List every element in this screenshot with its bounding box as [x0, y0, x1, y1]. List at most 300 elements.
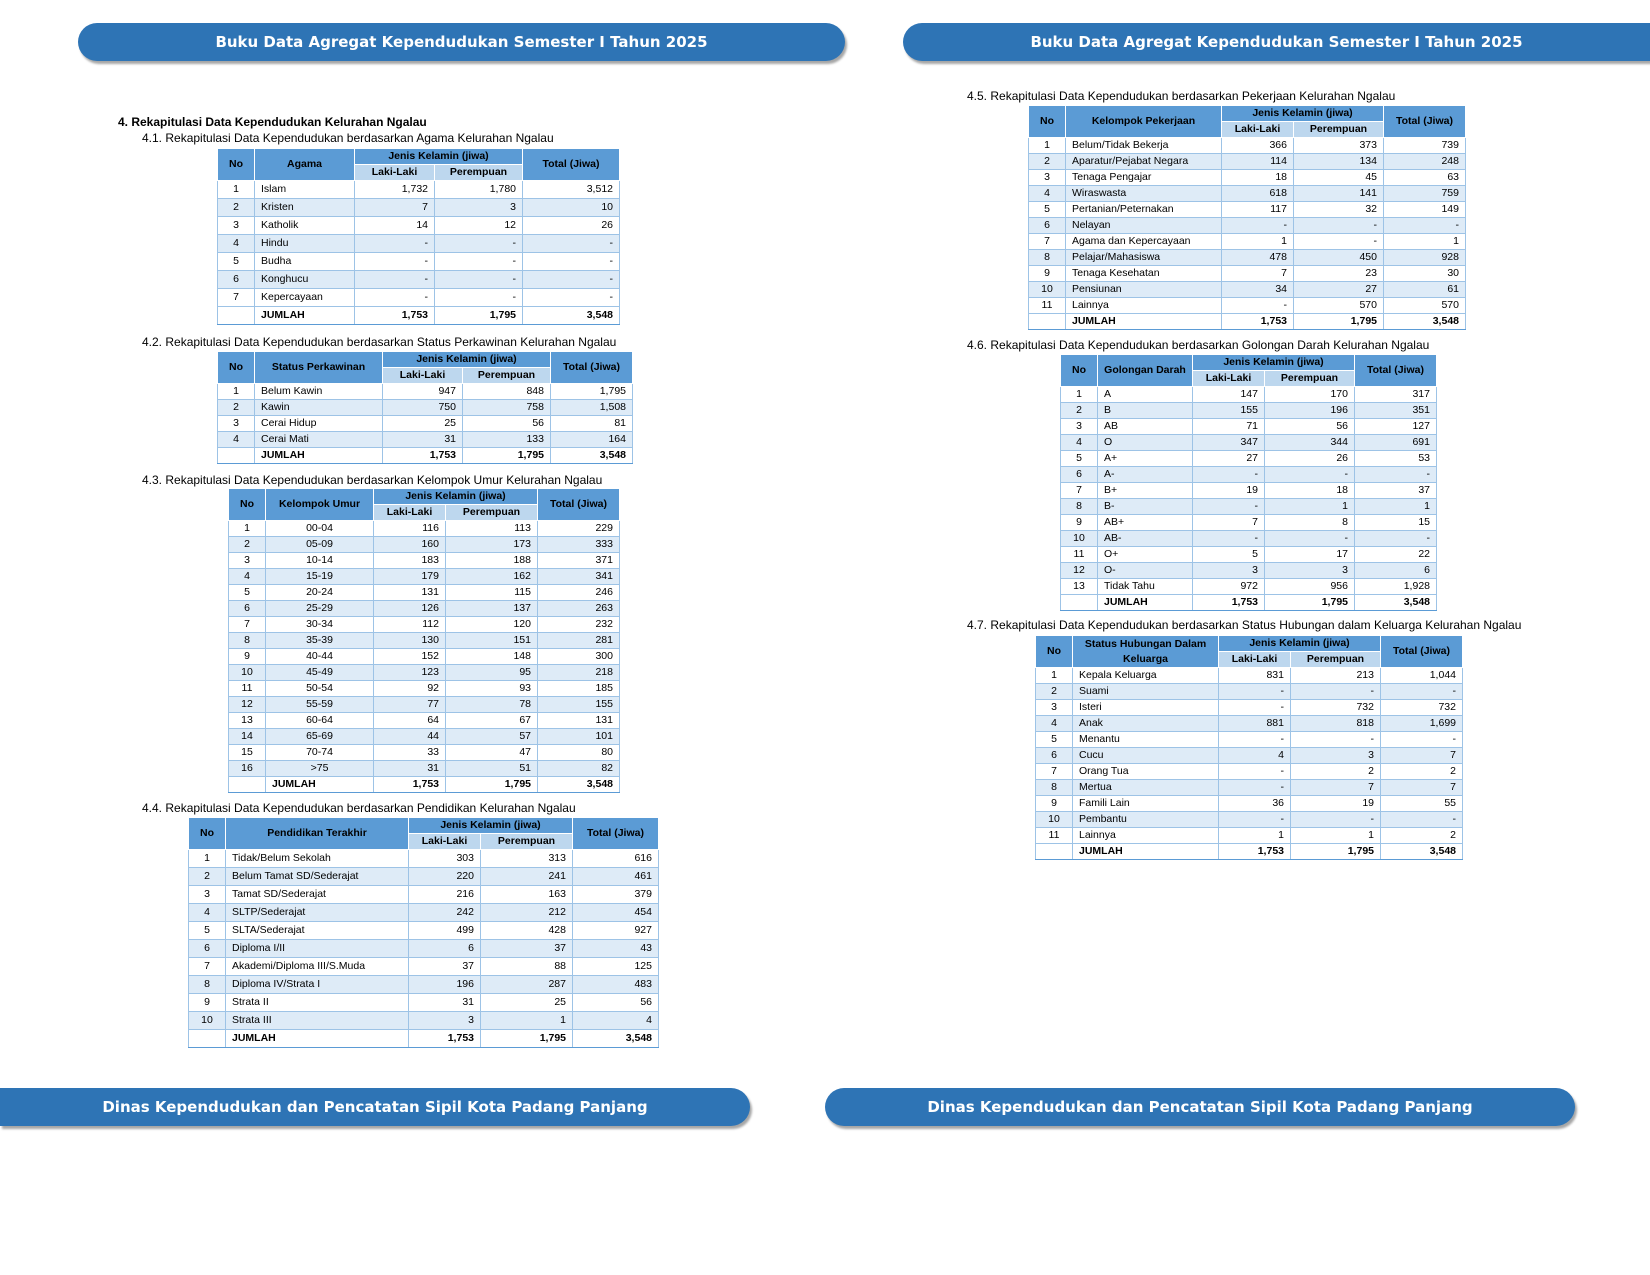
table-row: [229, 553, 620, 569]
cell-laki-laki: 6: [409, 940, 481, 958]
cell-perempuan: 162: [446, 569, 538, 585]
cell-total-perempuan: 1,795: [435, 307, 523, 325]
cell-laki-laki: 4: [1219, 748, 1291, 764]
cell-category: Konghucu: [255, 271, 355, 289]
table-row: [218, 432, 633, 448]
header-total: Total (Jiwa): [573, 818, 659, 850]
cell-total: 37: [1355, 483, 1437, 499]
cell-no: 4: [1029, 186, 1066, 202]
cell-laki-laki: 126: [374, 601, 446, 617]
table-row: [1061, 483, 1437, 499]
cell-total-laki: 1,753: [409, 1030, 481, 1048]
cell-no: 3: [1029, 170, 1066, 186]
cell-perempuan: 1: [1291, 828, 1381, 844]
total-row: [1029, 314, 1466, 330]
cell-category: Cerai Mati: [255, 432, 383, 448]
cell-perempuan: 8: [1265, 515, 1355, 531]
cell-no: 12: [1061, 563, 1098, 579]
cell-laki-laki: 44: [374, 729, 446, 745]
cell-perempuan: 2: [1291, 764, 1381, 780]
table-title-agama: 4.1. Rekapitulasi Data Kependudukan berdasarkan Agama Kelurahan Ngalau: [142, 131, 554, 145]
cell-perempuan: 188: [446, 553, 538, 569]
header-laki-laki: Laki-Laki: [1193, 371, 1265, 387]
cell-category: Tidak Tahu: [1098, 579, 1193, 595]
cell-laki-laki: 216: [409, 886, 481, 904]
table-row: [1036, 796, 1463, 812]
cell-perempuan: 428: [481, 922, 573, 940]
cell-category: 60-64: [266, 713, 374, 729]
cell-perempuan: 27: [1294, 282, 1384, 298]
cell-total: 341: [538, 569, 620, 585]
table-row: [229, 665, 620, 681]
cell-laki-laki: 31: [409, 994, 481, 1012]
table-row: [189, 904, 659, 922]
cell-category: Pertanian/Peternakan: [1066, 202, 1222, 218]
cell-total: 80: [538, 745, 620, 761]
cell-perempuan: 88: [481, 958, 573, 976]
cell-category: 55-59: [266, 697, 374, 713]
cell-perempuan: 141: [1294, 186, 1384, 202]
table-row: [189, 976, 659, 994]
cell-total: -: [1381, 684, 1463, 700]
cell-perempuan: 115: [446, 585, 538, 601]
total-row: [218, 448, 633, 464]
cell-perempuan: 848: [463, 384, 551, 400]
cell-no: 4: [1061, 435, 1098, 451]
cell-no: 7: [218, 289, 255, 307]
cell-jumlah-label: JUMLAH: [226, 1030, 409, 1048]
table-row: [1061, 403, 1437, 419]
header-perempuan: Perempuan: [463, 368, 551, 384]
cell-no: 8: [229, 633, 266, 649]
cell-no: 9: [189, 994, 226, 1012]
cell-total-laki: 1,753: [355, 307, 435, 325]
cell-total: 732: [1381, 700, 1463, 716]
table-row: [229, 601, 620, 617]
cell-total: -: [523, 289, 620, 307]
cell-category: Strata III: [226, 1012, 409, 1030]
cell-no: 10: [1036, 812, 1073, 828]
cell-total: 739: [1384, 138, 1466, 154]
cell-total: 759: [1384, 186, 1466, 202]
cell-perempuan: 570: [1294, 298, 1384, 314]
cell-perempuan: 93: [446, 681, 538, 697]
cell-no: 10: [1029, 282, 1066, 298]
cell-no: 2: [218, 400, 255, 416]
cell-category: 40-44: [266, 649, 374, 665]
table-row: [1036, 716, 1463, 732]
cell-total-perempuan: 1,795: [446, 777, 538, 793]
table-title-pendidikan: 4.4. Rekapitulasi Data Kependudukan berdasarkan Pendidikan Kelurahan Ngalau: [142, 801, 576, 815]
cell-no: 7: [189, 958, 226, 976]
cell-jumlah-label: JUMLAH: [255, 307, 355, 325]
cell-perempuan: 1,780: [435, 181, 523, 199]
cell-perempuan: 78: [446, 697, 538, 713]
table-row: [229, 537, 620, 553]
cell-jumlah-label: JUMLAH: [1073, 844, 1219, 860]
cell-no: 8: [1036, 780, 1073, 796]
cell-perempuan: 212: [481, 904, 573, 922]
cell-perempuan: 47: [446, 745, 538, 761]
cell-total: 379: [573, 886, 659, 904]
cell-laki-laki: 152: [374, 649, 446, 665]
cell-laki-laki: 183: [374, 553, 446, 569]
cell-total-perempuan: 1,795: [481, 1030, 573, 1048]
table-row: [1061, 515, 1437, 531]
cell-no: 1: [189, 850, 226, 868]
cell-category: Aparatur/Pejabat Negara: [1066, 154, 1222, 170]
cell-no: 16: [229, 761, 266, 777]
cell-laki-laki: -: [1222, 298, 1294, 314]
cell-category: Kawin: [255, 400, 383, 416]
cell-perempuan: -: [1265, 467, 1355, 483]
cell-total: 351: [1355, 403, 1437, 419]
cell-laki-laki: 499: [409, 922, 481, 940]
cell-laki-laki: 478: [1222, 250, 1294, 266]
table-row: [218, 235, 620, 253]
cell-no: 6: [1036, 748, 1073, 764]
cell-perempuan: 758: [463, 400, 551, 416]
cell-perempuan: 67: [446, 713, 538, 729]
cell-no: 4: [218, 432, 255, 448]
cell-total: 26: [523, 217, 620, 235]
table-row: [229, 729, 620, 745]
cell-category: A-: [1098, 467, 1193, 483]
cell-laki-laki: -: [1219, 780, 1291, 796]
cell-total: 2: [1381, 828, 1463, 844]
cell-category: 25-29: [266, 601, 374, 617]
total-row: [189, 1030, 659, 1048]
cell-laki-laki: 18: [1222, 170, 1294, 186]
header-total: Total (Jiwa): [1355, 355, 1437, 387]
cell-category: O+: [1098, 547, 1193, 563]
cell-perempuan: 1: [481, 1012, 573, 1030]
cell-category: 10-14: [266, 553, 374, 569]
cell-no: 3: [218, 217, 255, 235]
table-row: [1061, 563, 1437, 579]
cell-category: Lainnya: [1066, 298, 1222, 314]
cell-category: B: [1098, 403, 1193, 419]
header-category: Status Hubungan Dalam Keluarga: [1073, 636, 1219, 668]
header-perempuan: Perempuan: [1294, 122, 1384, 138]
cell-laki-laki: -: [1219, 732, 1291, 748]
cell-laki-laki: 750: [383, 400, 463, 416]
cell-category: Menantu: [1073, 732, 1219, 748]
cell-laki-laki: -: [355, 271, 435, 289]
cell-category: Pelajar/Mahasiswa: [1066, 250, 1222, 266]
header-total: Total (Jiwa): [523, 149, 620, 181]
cell-no: 6: [218, 271, 255, 289]
table-row: [229, 745, 620, 761]
cell-total: -: [1384, 218, 1466, 234]
cell-laki-laki: 881: [1219, 716, 1291, 732]
cell-no: 1: [229, 521, 266, 537]
cell-no: 9: [1029, 266, 1066, 282]
cell-no: 13: [1061, 579, 1098, 595]
cell-total: 4: [573, 1012, 659, 1030]
header-total: Total (Jiwa): [1381, 636, 1463, 668]
header-jenis-kelamin: Jenis Kelamin (jiwa): [1219, 636, 1381, 652]
cell-perempuan: 133: [463, 432, 551, 448]
cell-category: Tenaga Pengajar: [1066, 170, 1222, 186]
cell-category: Wiraswasta: [1066, 186, 1222, 202]
cell-laki-laki: -: [355, 235, 435, 253]
cell-category: Cucu: [1073, 748, 1219, 764]
cell-no: 3: [229, 553, 266, 569]
header-no: No: [189, 818, 226, 850]
cell-perempuan: 3: [1291, 748, 1381, 764]
table-row: [218, 199, 620, 217]
cell-category: 20-24: [266, 585, 374, 601]
table-row: [1029, 154, 1466, 170]
cell-laki-laki: 112: [374, 617, 446, 633]
cell-perempuan: -: [1291, 732, 1381, 748]
cell-no: 7: [1061, 483, 1098, 499]
cell-total: -: [1355, 467, 1437, 483]
cell-total: 570: [1384, 298, 1466, 314]
cell-total: 7: [1381, 748, 1463, 764]
cell-laki-laki: -: [1219, 684, 1291, 700]
cell-no: 2: [218, 199, 255, 217]
cell-total: 1,928: [1355, 579, 1437, 595]
cell-no: 12: [229, 697, 266, 713]
table-row: [229, 569, 620, 585]
table-row: [218, 384, 633, 400]
cell-category: Lainnya: [1073, 828, 1219, 844]
header-perempuan: Perempuan: [1265, 371, 1355, 387]
table-row: [229, 585, 620, 601]
cell-empty: [1061, 595, 1098, 611]
cell-total: 317: [1355, 387, 1437, 403]
header-total: Total (Jiwa): [551, 352, 633, 384]
cell-perempuan: 134: [1294, 154, 1384, 170]
cell-total: 229: [538, 521, 620, 537]
table-row: [218, 289, 620, 307]
header-laki-laki: Laki-Laki: [409, 834, 481, 850]
cell-laki-laki: 77: [374, 697, 446, 713]
cell-no: 5: [229, 585, 266, 601]
cell-no: 11: [1036, 828, 1073, 844]
cell-laki-laki: 618: [1222, 186, 1294, 202]
cell-perempuan: 25: [481, 994, 573, 1012]
cell-total: 125: [573, 958, 659, 976]
header-perempuan: Perempuan: [1291, 652, 1381, 668]
table-title-hubungan: 4.7. Rekapitulasi Data Kependudukan berdasarkan Status Hubungan dalam Keluarga Kelurahan Ngalau: [967, 618, 1522, 632]
cell-category: Anak: [1073, 716, 1219, 732]
cell-total: 15: [1355, 515, 1437, 531]
cell-total: 127: [1355, 419, 1437, 435]
cell-no: 8: [1029, 250, 1066, 266]
cell-category: B+: [1098, 483, 1193, 499]
cell-total-perempuan: 1,795: [1294, 314, 1384, 330]
cell-category: Belum Kawin: [255, 384, 383, 400]
cell-laki-laki: -: [355, 289, 435, 307]
cell-no: 9: [1061, 515, 1098, 531]
table-title-umur: 4.3. Rekapitulasi Data Kependudukan berdasarkan Kelompok Umur Kelurahan Ngalau: [142, 473, 603, 487]
cell-laki-laki: 1: [1219, 828, 1291, 844]
data-table-pekerjaan: [1028, 105, 1466, 330]
cell-category: Tamat SD/Sederajat: [226, 886, 409, 904]
cell-no: 3: [218, 416, 255, 432]
cell-perempuan: 373: [1294, 138, 1384, 154]
cell-category: 15-19: [266, 569, 374, 585]
cell-no: 10: [229, 665, 266, 681]
cell-total: 61: [1384, 282, 1466, 298]
cell-total: 927: [573, 922, 659, 940]
cell-perempuan: 173: [446, 537, 538, 553]
cell-perempuan: 148: [446, 649, 538, 665]
table-row: [1061, 531, 1437, 547]
table-row: [1061, 451, 1437, 467]
header-jenis-kelamin: Jenis Kelamin (jiwa): [374, 489, 538, 505]
cell-no: 4: [218, 235, 255, 253]
cell-no: 7: [1029, 234, 1066, 250]
cell-total: 928: [1384, 250, 1466, 266]
cell-total: 43: [573, 940, 659, 958]
cell-no: 4: [189, 904, 226, 922]
table-row: [1029, 282, 1466, 298]
cell-empty: [218, 307, 255, 325]
cell-category: Diploma I/II: [226, 940, 409, 958]
cell-total-all: 3,548: [1355, 595, 1437, 611]
cell-jumlah-label: JUMLAH: [1066, 314, 1222, 330]
cell-no: 7: [229, 617, 266, 633]
table-row: [189, 868, 659, 886]
cell-perempuan: 17: [1265, 547, 1355, 563]
cell-perempuan: 1: [1265, 499, 1355, 515]
cell-jumlah-label: JUMLAH: [255, 448, 383, 464]
total-row: [1061, 595, 1437, 611]
cell-no: 11: [1061, 547, 1098, 563]
cell-category: Belum/Tidak Bekerja: [1066, 138, 1222, 154]
cell-no: 3: [189, 886, 226, 904]
table-title-pekerjaan: 4.5. Rekapitulasi Data Kependudukan berdasarkan Pekerjaan Kelurahan Ngalau: [967, 89, 1396, 103]
cell-perempuan: -: [435, 289, 523, 307]
cell-no: 11: [1029, 298, 1066, 314]
cell-no: 5: [1036, 732, 1073, 748]
cell-total: 63: [1384, 170, 1466, 186]
cell-perempuan: -: [1294, 234, 1384, 250]
cell-category: AB+: [1098, 515, 1193, 531]
cell-perempuan: 151: [446, 633, 538, 649]
cell-perempuan: 45: [1294, 170, 1384, 186]
cell-no: 6: [1061, 467, 1098, 483]
cell-category: 00-04: [266, 521, 374, 537]
cell-laki-laki: -: [1193, 531, 1265, 547]
cell-laki-laki: 123: [374, 665, 446, 681]
cell-perempuan: 51: [446, 761, 538, 777]
cell-perempuan: 3: [435, 199, 523, 217]
table-row: [1061, 419, 1437, 435]
cell-perempuan: 196: [1265, 403, 1355, 419]
table-row: [218, 253, 620, 271]
table-row: [1029, 266, 1466, 282]
cell-laki-laki: 3: [1193, 563, 1265, 579]
cell-no: 2: [229, 537, 266, 553]
cell-perempuan: 344: [1265, 435, 1355, 451]
cell-perempuan: -: [435, 253, 523, 271]
cell-no: 8: [189, 976, 226, 994]
cell-no: 8: [1061, 499, 1098, 515]
cell-no: 9: [229, 649, 266, 665]
cell-no: 14: [229, 729, 266, 745]
cell-no: 2: [1061, 403, 1098, 419]
table-row: [1061, 547, 1437, 563]
cell-category: Pensiunan: [1066, 282, 1222, 298]
header-category: Golongan Darah: [1098, 355, 1193, 387]
cell-perempuan: -: [1265, 531, 1355, 547]
cell-category: >75: [266, 761, 374, 777]
cell-total: 1,044: [1381, 668, 1463, 684]
cell-laki-laki: 155: [1193, 403, 1265, 419]
cell-category: O: [1098, 435, 1193, 451]
cell-total: 1,699: [1381, 716, 1463, 732]
cell-laki-laki: -: [355, 253, 435, 271]
cell-total: 333: [538, 537, 620, 553]
data-table-perkawinan: [217, 351, 633, 464]
cell-no: 5: [189, 922, 226, 940]
cell-category: SLTP/Sederajat: [226, 904, 409, 922]
cell-no: 6: [229, 601, 266, 617]
cell-no: 1: [1036, 668, 1073, 684]
cell-perempuan: -: [435, 271, 523, 289]
header-no: No: [1036, 636, 1073, 668]
cell-perempuan: 19: [1291, 796, 1381, 812]
cell-empty: [218, 448, 255, 464]
cell-total: -: [1355, 531, 1437, 547]
cell-perempuan: 213: [1291, 668, 1381, 684]
cell-total: 10: [523, 199, 620, 217]
cell-total: 155: [538, 697, 620, 713]
cell-perempuan: 7: [1291, 780, 1381, 796]
cell-category: Akademi/Diploma III/S.Muda: [226, 958, 409, 976]
cell-no: 10: [189, 1012, 226, 1030]
cell-perempuan: 450: [1294, 250, 1384, 266]
cell-laki-laki: 303: [409, 850, 481, 868]
cell-total: 2: [1381, 764, 1463, 780]
cell-no: 5: [1029, 202, 1066, 218]
cell-category: Tenaga Kesehatan: [1066, 266, 1222, 282]
cell-total-all: 3,548: [573, 1030, 659, 1048]
table-row: [229, 761, 620, 777]
cell-laki-laki: 37: [409, 958, 481, 976]
table-row: [218, 400, 633, 416]
header-banner-right: Buku Data Agregat Kependudukan Semester I Tahun 2025: [903, 23, 1650, 61]
cell-jumlah-label: JUMLAH: [1098, 595, 1193, 611]
cell-no: 11: [229, 681, 266, 697]
cell-total-perempuan: 1,795: [463, 448, 551, 464]
cell-total: 218: [538, 665, 620, 681]
cell-laki-laki: -: [1219, 812, 1291, 828]
data-table-pendidikan: [188, 817, 659, 1048]
cell-empty: [1036, 844, 1073, 860]
cell-total-all: 3,548: [1381, 844, 1463, 860]
cell-total: 7: [1381, 780, 1463, 796]
cell-total-laki: 1,753: [1219, 844, 1291, 860]
cell-laki-laki: 347: [1193, 435, 1265, 451]
cell-perempuan: 95: [446, 665, 538, 681]
table-row: [1036, 748, 1463, 764]
cell-total: 164: [551, 432, 633, 448]
cell-total: 691: [1355, 435, 1437, 451]
footer-banner-right: Dinas Kependudukan dan Pencatatan Sipil Kota Padang Panjang: [825, 1088, 1575, 1126]
table-row: [229, 713, 620, 729]
cell-total: 56: [573, 994, 659, 1012]
table-row: [1029, 202, 1466, 218]
table-row: [1061, 387, 1437, 403]
table-row: [1029, 170, 1466, 186]
table-row: [189, 940, 659, 958]
